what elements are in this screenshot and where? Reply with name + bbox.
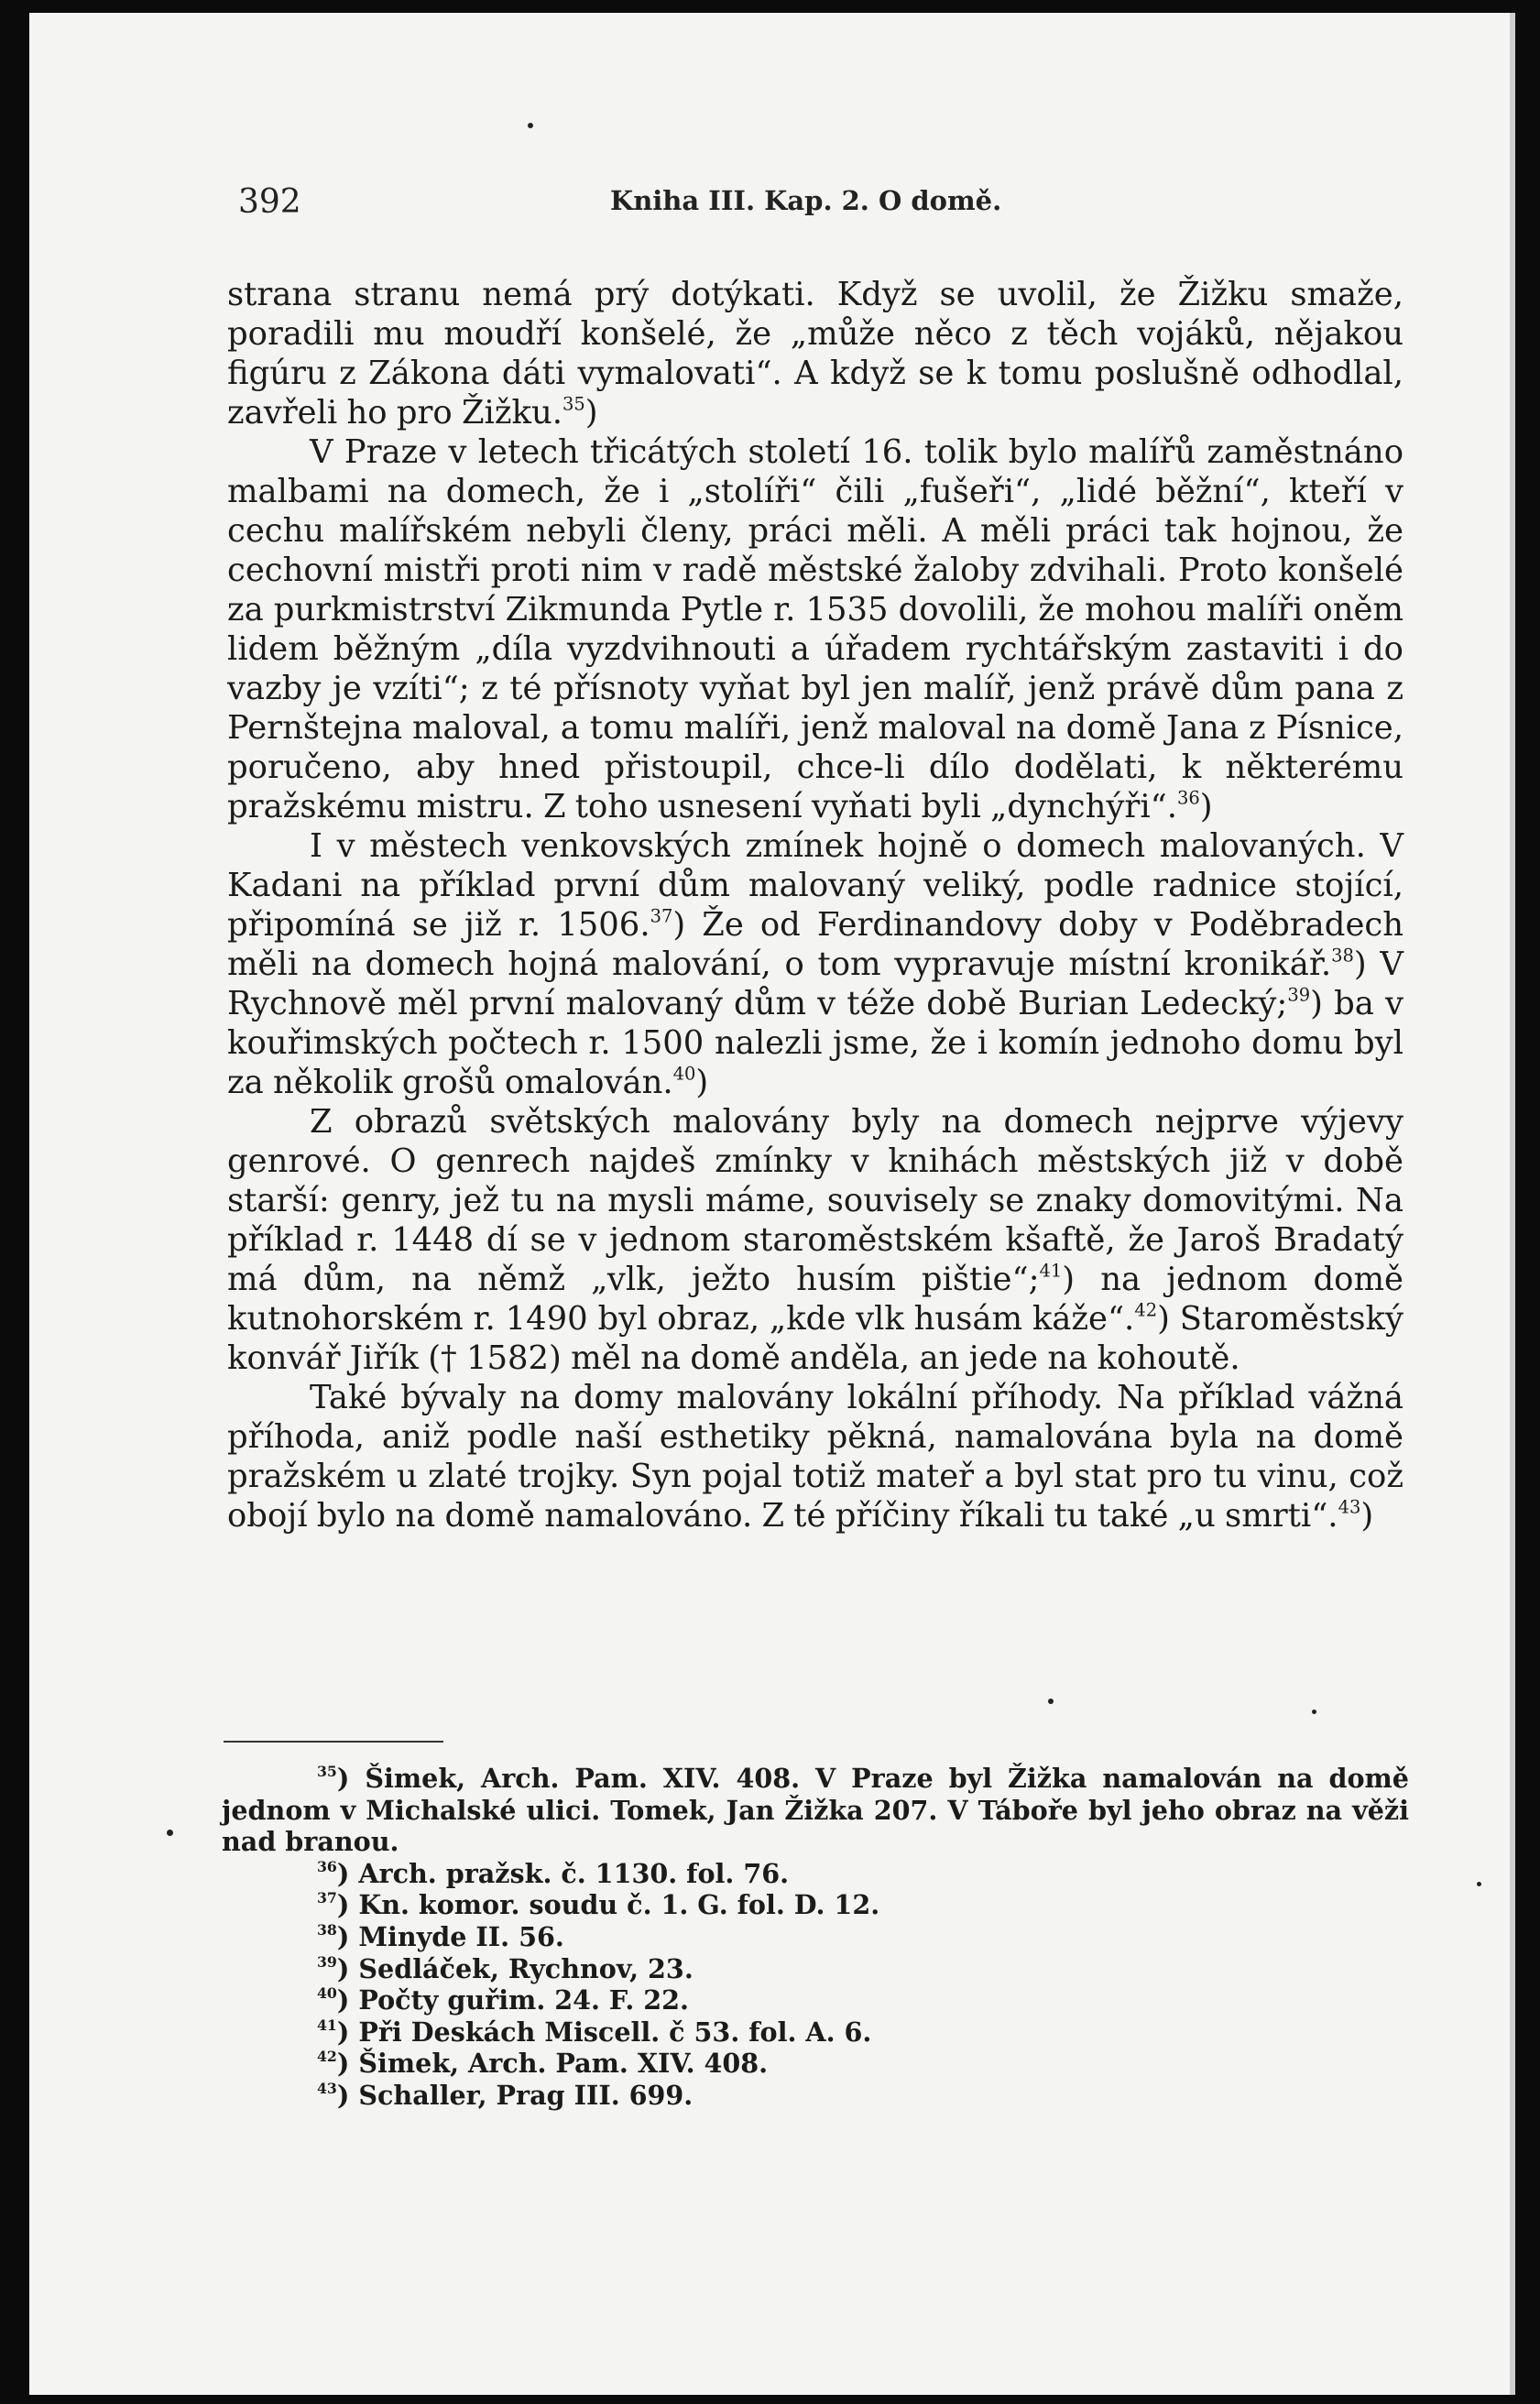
- footnote-separator: [224, 1741, 443, 1743]
- scan-speck: [1048, 1699, 1054, 1704]
- note-ref-39: 39: [1287, 984, 1311, 1006]
- footnote-41: $^{41}$) Při Deskách Miscell. č 53. fol. A. 6.: [317, 2016, 872, 2048]
- footnote-37: $^{37}$) Kn. komor. soudu č. 1. G. fol. D. 12.: [317, 1889, 880, 1921]
- footnotes: [222, 1763, 1409, 2112]
- footnote-42: $^{42}$) Šimek, Arch. Pam. XIV. 408.: [317, 2048, 769, 2080]
- footnote-43: $^{43}$) Schaller, Prag III. 699.: [317, 2079, 694, 2111]
- note-ref-42: 42: [1134, 1299, 1158, 1321]
- paragraph-5: Také bývaly na domy malovány lokální příhody. Na příklad vážná příhoda, aniž podle naší esthetiky pěkná, namalována byla na domě pražském u zlaté trojky. Syn pojal totiž mateř a byl stat pro tu vinu, což obojí bylo na domě namalováno. Z té příčiny říkali tu také „u smrti“.$^{43}$): [227, 1379, 1403, 1535]
- footnote-35: $^{35}$) Šimek, Arch. Pam. XIV. 408. V Praze byl Žižka namalován na domě jednom v Michalské ulici. Tomek, Jan Žižka 207. V Táboře byl jeho obraz na věži nad branou.: [222, 1763, 1410, 1858]
- note-ref-36: 36: [1177, 787, 1200, 809]
- note-ref-40: 40: [672, 1063, 696, 1085]
- note-ref-37: 37: [650, 905, 673, 927]
- footnote-36: $^{36}$) Arch. pražsk. č. 1130. fol. 76.: [317, 1857, 790, 1889]
- running-title: Kniha III. Kap. 2. O domě.: [610, 185, 1002, 216]
- body-text: [227, 275, 1403, 1535]
- note-ref-43: 43: [1338, 1496, 1361, 1518]
- scan-speck: [1477, 1882, 1481, 1886]
- paragraph-1: strana stranu nemá prý dotýkati. Když se uvolil, že Žižku smaže, poradili mu moudří konšelé, že „může něco z těch vojáků, nějakou figúru z Zákona dáti vymalovati“. A když se k tomu poslušně odhodlal, zavřeli ho pro Žižku.$^{35}$): [227, 276, 1403, 432]
- page-number: 392: [238, 183, 301, 221]
- footnote-40: $^{40}$) Počty guřim. 24. F. 22.: [317, 1984, 690, 2016]
- paragraph-2: V Praze v letech třicátých století 16. tolik bylo malířů zaměstnáno malbami na domech, že i „stolíři“ čili „fušeři“, „lidé běžní“, kteří v cechu malířském nebyli členy, práci měli. A měli práci tak hojnou, že cechovní mistři proti nim v radě městské žaloby zdvihali. Proto konšelé za purkmistrství Zikmunda Pytle r. 1535 dovolili, že mohou malíři oněm lidem běžným „díla vyzdvihnouti a úřadem rychtářským zastaviti i do vazby je vzíti“; z té přísnoty vyňat byl jen malíř, jenž právě dům pana z Pernštejna maloval, a tomu malíři, jenž maloval na domě Jana z Písnice, poručeno, aby hned přistoupil, chce-li dílo dodělati, k některému pražskému mistru. Z toho usnesení vyňati byli „dynchýři“.$^{36}$): [227, 433, 1403, 825]
- paragraph-4: Z obrazů světských malovány byly na domech nejprve výjevy genrové. O genrech najdeš zmínky v knihách městských již v době starší: genry, jež tu na mysli máme, souvisely se znaky domovitými. Na příklad r. 1448 dí se v jednom staroměstském kšaftě, že Jaroš Bradatý má dům, na němž „vlk, ježto husím pištie“;$^{41}$) na jednom domě kutnohorském r. 1490 byl obraz, „kde vlk husám káže“.$^{42}$) Staroměstský konvář Jiřík († 1582) měl na domě anděla, an jede na kohoutě.: [227, 1103, 1403, 1377]
- scan-speck: [528, 123, 533, 128]
- scan-speck: [167, 1830, 173, 1836]
- note-ref-38: 38: [1331, 945, 1354, 967]
- page-header: [238, 183, 1356, 229]
- note-ref-41: 41: [1039, 1260, 1063, 1282]
- footnote-38: $^{38}$) Minyde II. 56.: [317, 1920, 564, 1952]
- book-page: [29, 13, 1515, 2395]
- scan-speck: [1312, 1710, 1316, 1714]
- footnote-39: $^{39}$) Sedláček, Rychnov, 23.: [317, 1952, 694, 1984]
- paragraph-3: I v městech venkovských zmínek hojně o domech malovaných. V Kadani na příklad první dům malovaný veliký, podle radnice stojící, připomíná se již r. 1506.37) Že od Ferdinandovy doby v Poděbradech měli na domech hojná malování, o tom vypravuje místní kronikář.$^{38}$) V Rychnově měl první malovaný dům v téže době Burian Ledecký;$^{39}$) ba v kouřimských počtech r. 1500 nalezli jsme, že i komín jednoho domu byl za několik grošů omalován.$^{40}$): [227, 827, 1404, 1101]
- note-ref-35: 35: [562, 393, 585, 415]
